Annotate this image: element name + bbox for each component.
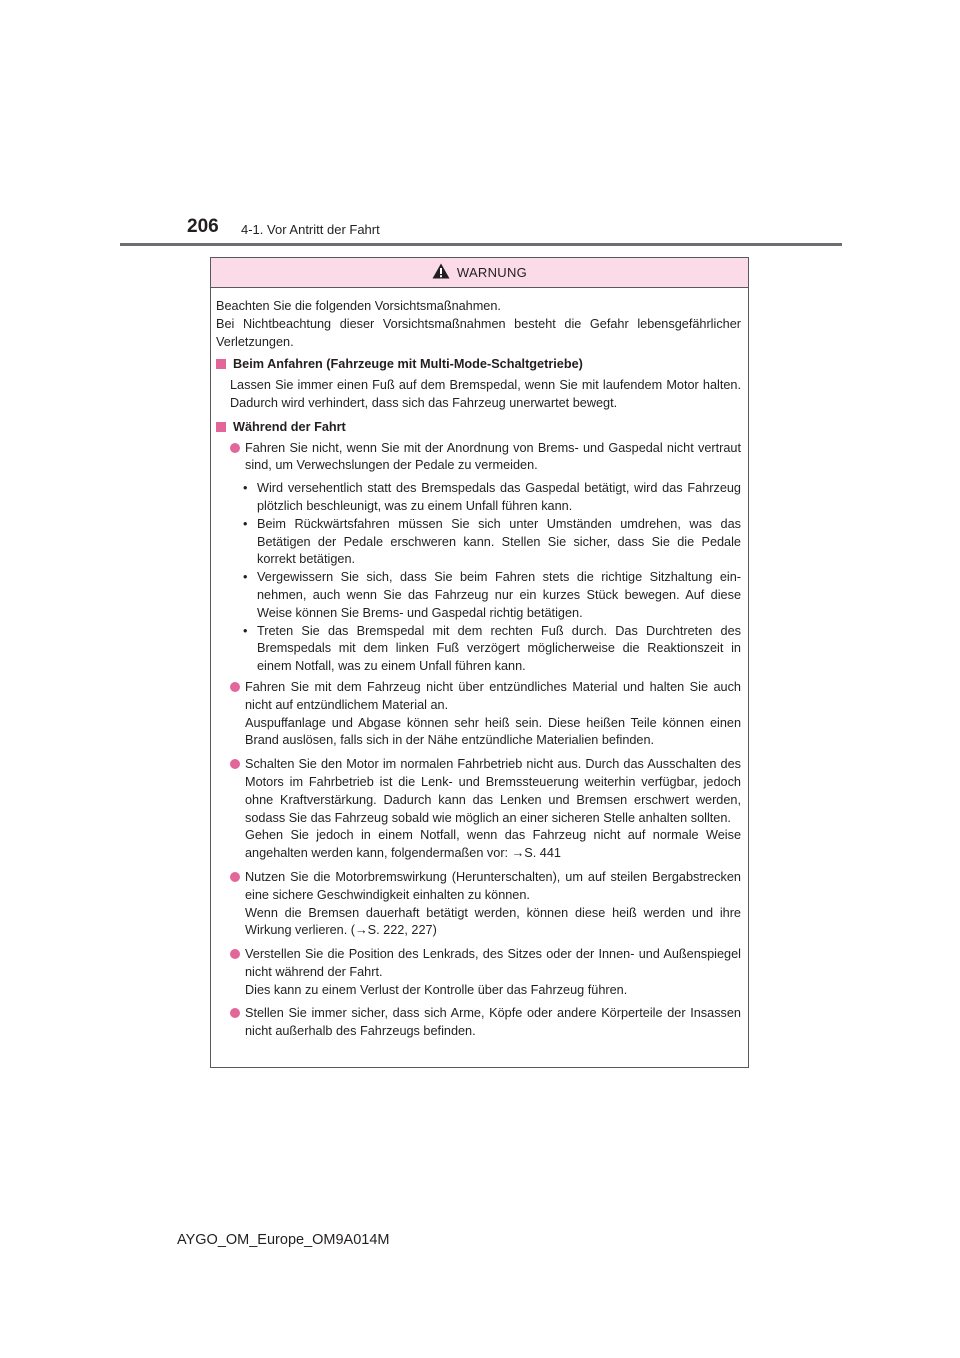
warning-box <box>210 257 749 1068</box>
square-bullet-icon <box>216 422 226 432</box>
list-item <box>216 869 741 940</box>
section-heading-text: Beim Anfahren (Fahrzeuge mit Multi-Mode-Schaltgetriebe) <box>233 357 583 372</box>
list-item <box>216 679 741 750</box>
list-item-text: Gehen Sie jedoch in einem Notfall, wenn das Fahrzeug nicht auf normale Weise angehalten werden kann, folgendermaßen vor: →S. 441 <box>245 828 741 861</box>
warning-triangle-icon <box>432 263 450 279</box>
circle-bullet-icon <box>230 682 240 692</box>
list-item-text: Schalten Sie den Motor im normalen Fahrbetrieb nicht aus. Durch das Ausschalten des Motors im Fahrbetrieb ist die Lenk- und Bremssteuerung weiterhin verfügbar, jedoch ohne Kraftverstärkung. Dadurch kann das Lenken und Bremsen erschwert werden, sodass Sie das Fahrzeug sobald wie möglich an einer sicheren Stelle anhalten sollten. <box>245 757 741 825</box>
list-item-text: Verstellen Sie die Position des Lenkrads, des Sitzes oder der Innen- und Außenspiegel nicht während der Fahrt. <box>245 947 741 979</box>
section-text: Lassen Sie immer einen Fuß auf dem Bremspedal, wenn Sie mit laufendem Motor halten. Dadurch wird verhindert, dass sich das Fahrzeug unerwartet bewegt. <box>230 378 741 410</box>
document-id: AYGO_OM_Europe_OM9A014M <box>177 1232 390 1248</box>
circle-bullet-icon <box>230 759 240 769</box>
list-item-text: Fahren Sie mit dem Fahrzeug nicht über entzündliches Material und halten Sie auch nicht auf entzündlichem Material an. <box>245 679 741 712</box>
circle-bullet-icon <box>230 949 240 959</box>
intro-line-1: Beachten Sie die folgenden Vorsichtsmaßnahmen. <box>216 299 501 313</box>
section-heading-driving <box>216 419 741 437</box>
section-heading-text: Während der Fahrt <box>233 419 346 434</box>
list-item-text: Auspuffanlage und Abgase können sehr heiß sein. Diese heißen Teile können einen Brand auslösen, falls sich in der Nähe entzündliche Materialien befinden. <box>245 715 741 748</box>
sub-list-item-text: Beim Rückwärtsfahren müssen Sie sich unter Umständen umdrehen, was das Betätigen der Pedale erschweren kann. Stellen Sie sicher, dass Sie die Pedale korrekt betätigen. <box>257 516 741 567</box>
list-item-text: Nutzen Sie die Motorbremswirkung (Herunterschalten), um auf steilen Bergabstrecken eine sichere Geschwindigkeit einhalten zu können. <box>245 869 741 902</box>
circle-bullet-icon <box>230 1008 240 1018</box>
header-rule <box>120 243 842 246</box>
list-item <box>216 946 741 999</box>
page-number: 206 <box>187 216 219 237</box>
list-item-text: Fahren Sie nicht, wenn Sie mit der Anordnung von Brems- und Gaspedal nicht vertraut sind, um Verwechslungen der Pedale zu vermeiden. <box>245 440 741 473</box>
sub-list <box>216 480 741 676</box>
warning-body <box>211 288 748 1041</box>
intro-line-2: Bei Nichtbeachtung dieser Vorsichtsmaßnahmen besteht die Gefahr lebensgefährlicher Verletzungen. <box>216 316 741 349</box>
list-item-text: Stellen Sie immer sicher, dass sich Arme, Köpfe oder andere Körperteile der Insassen nicht außerhalb des Fahrzeugs befinden. <box>245 1006 741 1039</box>
circle-bullet-icon <box>230 443 240 453</box>
warning-title: WARNUNG <box>456 265 528 280</box>
list-item <box>216 1005 741 1041</box>
list-item <box>216 440 741 476</box>
sub-list-item-text: Treten Sie das Bremspedal mit dem rechten Fuß durch. Das Durchtreten des Bremspedals mit dem linken Fuß verzögert möglicherweise die Reaktionszeit in einem Notfall, was zu einem Unfall führen kann. <box>257 623 741 674</box>
list-item <box>216 756 741 863</box>
sub-list-item: • Treten Sie das Bremspedal mit dem rechten Fuß durch. Das Durchtreten des Bremspedals mit dem linken Fuß verzögert möglicherweise die Reaktionszeit in einem Notfall, was zu einem Unfall führen kann. <box>243 623 741 676</box>
warning-header <box>211 258 748 288</box>
sub-list-item-text: Vergewissern Sie sich, dass Sie beim Fahren stets die richtige Sitzhaltung einnehmen, auch wenn Sie das Fahrzeug nur ein kurzes Stück bewegen. Auf diese Weise können Sie Brems- und Gaspedal richtig betätigen. <box>257 570 741 620</box>
section-heading-start <box>216 356 741 374</box>
sub-list-item-text: Wird versehentlich statt des Bremspedals das Gaspedal betätigt, wird das Fahrzeug plötzlich beschleunigt, was zu einem Unfall führen kann. <box>257 481 741 513</box>
sub-list-item: • Vergewissern Sie sich, dass Sie beim Fahren stets die richtige Sitzhaltung einnehmen, auch wenn Sie das Fahrzeug nur ein kurzes Stück bewegen. Auf diese Weise können Sie Brems- und Gaspedal richtig betätigen. <box>243 569 741 622</box>
circle-bullet-icon <box>230 872 240 882</box>
sub-list-item: • Wird versehentlich statt des Bremspedals das Gaspedal betätigt, wird das Fahrzeug plötzlich beschleunigt, was zu einem Unfall führen kann. <box>243 480 741 516</box>
square-bullet-icon <box>216 359 226 369</box>
section-title: 4-1. Vor Antritt der Fahrt <box>241 222 380 237</box>
list-item-text: Dies kann zu einem Verlust der Kontrolle über das Fahrzeug führen. <box>245 982 628 997</box>
sub-list-item: • Beim Rückwärtsfahren müssen Sie sich unter Umständen umdrehen, was das Betätigen der Pedale erschweren kann. Stellen Sie sicher, dass Sie die Pedale korrekt betätigen. <box>243 516 741 569</box>
list-item-text: Wenn die Bremsen dauerhaft betätigt werden, können diese heiß werden und ihre Wirkung verlieren. (→S. 222, 227) <box>245 905 741 938</box>
